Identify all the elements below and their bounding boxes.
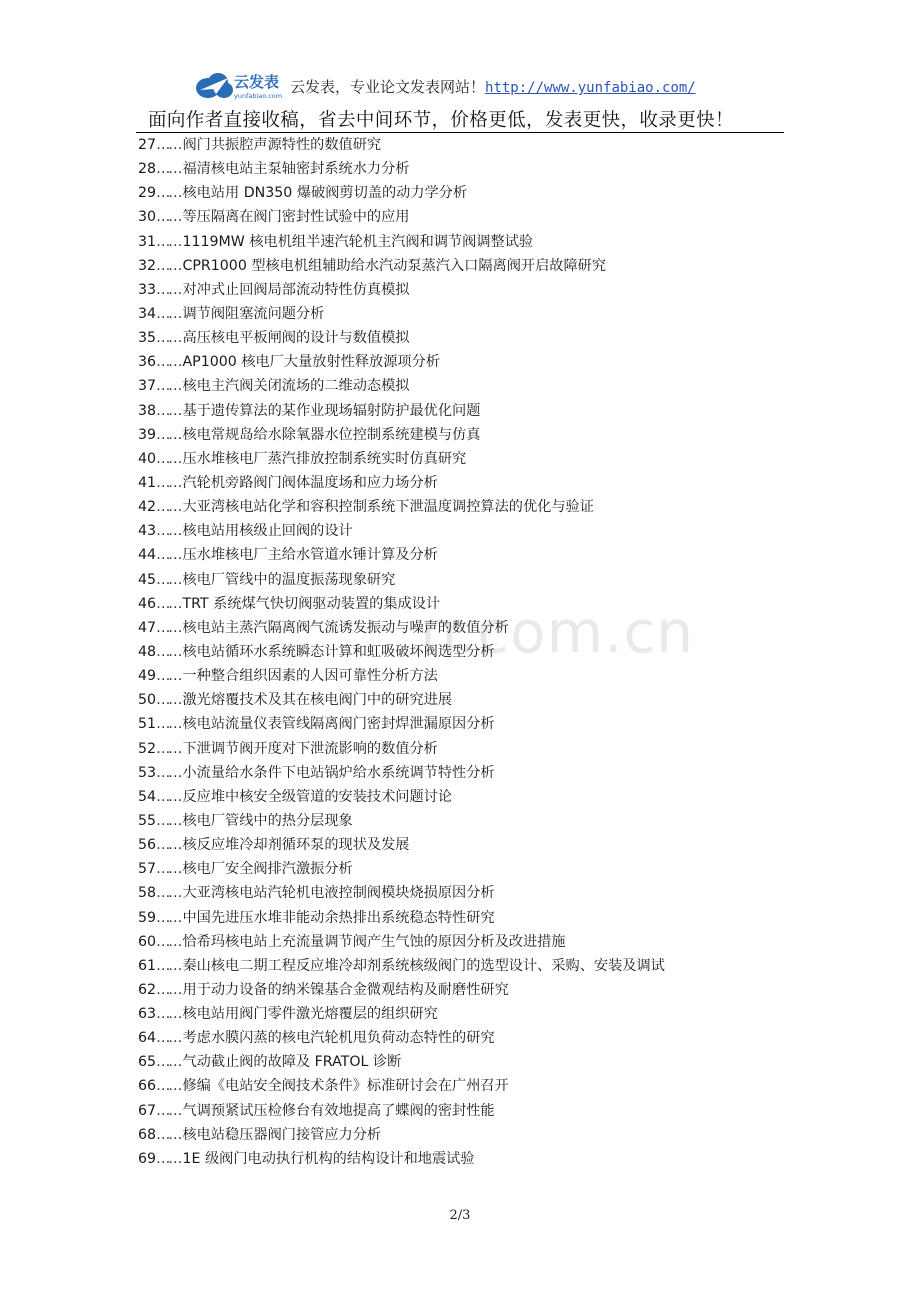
item-leader-dots: ……: [156, 257, 181, 274]
list-item: [138, 1147, 898, 1171]
item-number: 50: [138, 692, 157, 709]
item-title: 核电站用 DN350 爆破阀剪切盖的动力学分析: [182, 185, 468, 202]
item-leader-dots: ……: [156, 474, 181, 491]
list-item: [138, 205, 898, 229]
item-title: 核电站用核级止回阀的设计: [182, 523, 353, 540]
list-item: [138, 906, 898, 930]
item-number: 43: [138, 523, 157, 540]
item-leader-dots: ……: [156, 185, 181, 202]
item-leader-dots: ……: [156, 1030, 181, 1047]
item-title: 高压核电平板闸阀的设计与数值模拟: [182, 330, 410, 347]
item-leader-dots: ……: [156, 378, 181, 395]
item-number: 53: [138, 764, 157, 781]
item-number: 42: [138, 499, 157, 516]
item-number: 58: [138, 885, 157, 902]
list-item: [138, 785, 898, 809]
item-title: 调节阀阻塞流问题分析: [182, 305, 325, 322]
item-title: 秦山核电二期工程反应堆冷却剂系统核级阀门的选型设计、采购、安装及调试: [182, 957, 665, 974]
item-title: 核电厂管线中的温度振荡现象研究: [182, 571, 396, 588]
item-leader-dots: ……: [156, 1006, 181, 1023]
list-item: [138, 592, 898, 616]
item-number: 46: [138, 595, 157, 612]
list-item: [138, 326, 898, 350]
item-title: TRT 系统煤气快切阀驱动装置的集成设计: [182, 595, 441, 612]
item-leader-dots: ……: [156, 1078, 181, 1095]
item-title: CPR1000 型核电机组辅助给水汽动泵蒸汽入口隔离阀开启故障研究: [182, 257, 607, 274]
item-title: 用于动力设备的纳米镍基合金微观结构及耐磨性研究: [182, 981, 509, 998]
item-number: 63: [138, 1006, 157, 1023]
item-leader-dots: ……: [156, 668, 181, 685]
list-item: [138, 519, 898, 543]
item-number: 54: [138, 788, 157, 805]
item-leader-dots: ……: [156, 1054, 181, 1071]
item-number: 29: [138, 185, 157, 202]
list-item: [138, 350, 898, 374]
item-leader-dots: ……: [156, 330, 181, 347]
list-item: [138, 447, 898, 471]
item-title: AP1000 核电厂大量放射性释放源项分析: [182, 354, 440, 371]
item-title: 对冲式止回阀局部流动特性仿真模拟: [182, 281, 410, 298]
item-leader-dots: ……: [156, 305, 181, 322]
list-item: [138, 423, 898, 447]
item-number: 65: [138, 1054, 157, 1071]
list-item: [138, 1050, 898, 1074]
list-item: [138, 399, 898, 423]
item-title: 核电站循环水系统瞬态计算和虹吸破坏阀选型分析: [182, 643, 495, 660]
item-leader-dots: ……: [156, 402, 181, 419]
item-title: 一种整合组织因素的人因可靠性分析方法: [182, 668, 438, 685]
item-number: 47: [138, 619, 157, 636]
item-title: 中国先进压水堆非能动余热排出系统稳态特性研究: [182, 909, 495, 926]
item-title: 压水堆核电厂蒸汽排放控制系统实时仿真研究: [182, 450, 467, 467]
item-title: 核电常规岛给水除氧器水位控制系统建模与仿真: [182, 426, 481, 443]
item-number: 33: [138, 281, 157, 298]
item-number: 55: [138, 812, 157, 829]
list-item: [138, 978, 898, 1002]
item-leader-dots: ……: [156, 499, 181, 516]
item-leader-dots: ……: [156, 692, 181, 709]
item-number: 45: [138, 571, 157, 588]
article-title-list: [138, 133, 898, 1171]
item-title: 福清核电站主泵轴密封系统水力分析: [182, 161, 410, 178]
item-leader-dots: ……: [156, 595, 181, 612]
item-title: 小流量给水条件下电站锅炉给水系统调节特性分析: [182, 764, 495, 781]
item-number: 39: [138, 426, 157, 443]
item-title: 核电站稳压器阀门接管应力分析: [182, 1126, 382, 1143]
site-description: 云发表，专业论文发表网站！: [290, 78, 486, 96]
item-title: 基于遗传算法的某作业现场辐射防护最优化问题: [182, 402, 481, 419]
logo-text: 云发表: [234, 73, 280, 91]
item-title: 激光熔覆技术及其在核电阀门中的研究进展: [182, 692, 453, 709]
item-title: 核电站主蒸汽隔离阀气流诱发振动与噪声的数值分析: [182, 619, 509, 636]
cloud-logo-icon: [194, 68, 290, 102]
item-leader-dots: ……: [156, 861, 181, 878]
list-item: [138, 930, 898, 954]
item-leader-dots: ……: [156, 354, 181, 371]
item-leader-dots: ……: [156, 740, 181, 757]
list-item: [138, 278, 898, 302]
item-title: 下泄调节阀开度对下泄流影响的数值分析: [182, 740, 438, 757]
item-number: 61: [138, 957, 157, 974]
site-logo[interactable]: [194, 68, 290, 102]
item-title: 气调预紧试压检修台有效地提高了蝶阀的密封性能: [182, 1102, 495, 1119]
item-number: 69: [138, 1150, 157, 1167]
list-item: [138, 1123, 898, 1147]
item-title: 考虑水膜闪蒸的核电汽轮机甩负荷动态特性的研究: [182, 1030, 495, 1047]
list-item: [138, 230, 898, 254]
list-item: [138, 568, 898, 592]
item-number: 52: [138, 740, 157, 757]
list-item: [138, 1026, 898, 1050]
list-item: [138, 737, 898, 761]
item-leader-dots: ……: [156, 1150, 181, 1167]
list-item: [138, 954, 898, 978]
list-item: [138, 471, 898, 495]
item-number: 48: [138, 643, 157, 660]
item-leader-dots: ……: [156, 788, 181, 805]
item-leader-dots: ……: [156, 547, 181, 564]
item-number: 40: [138, 450, 157, 467]
item-number: 68: [138, 1126, 157, 1143]
item-title: 核电厂管线中的热分层现象: [182, 812, 353, 829]
list-item: [138, 857, 898, 881]
item-title: 修编《电站安全阀技术条件》标准研讨会在广州召开: [182, 1078, 509, 1095]
item-number: 51: [138, 716, 157, 733]
list-item: [138, 616, 898, 640]
item-leader-dots: ……: [156, 933, 181, 950]
item-title: 1E 级阀门电动执行机构的结构设计和地震试验: [182, 1150, 475, 1167]
list-item: [138, 809, 898, 833]
slogan: 面向作者直接收稿，省去中间环节，价格更低，发表更快，收录更快！: [148, 110, 734, 131]
item-number: 34: [138, 305, 157, 322]
item-number: 67: [138, 1102, 157, 1119]
item-number: 37: [138, 378, 157, 395]
site-description-line: [290, 76, 696, 97]
list-item: [138, 157, 898, 181]
item-title: 1119MW 核电机组半速汽轮机主汽阀和调节阀调整试验: [182, 233, 534, 250]
item-number: 41: [138, 474, 157, 491]
item-leader-dots: ……: [156, 909, 181, 926]
item-number: 59: [138, 909, 157, 926]
item-leader-dots: ……: [156, 619, 181, 636]
item-number: 49: [138, 668, 157, 685]
list-item: [138, 761, 898, 785]
item-number: 60: [138, 933, 157, 950]
list-item: [138, 833, 898, 857]
item-title: 大亚湾核电站化学和容积控制系统下泄温度调控算法的优化与验证: [182, 499, 594, 516]
list-item: [138, 640, 898, 664]
item-title: 汽轮机旁路阀门阀体温度场和应力场分析: [182, 474, 438, 491]
item-leader-dots: ……: [156, 281, 181, 298]
item-number: 66: [138, 1078, 157, 1095]
item-leader-dots: ……: [156, 209, 181, 226]
item-leader-dots: ……: [156, 837, 181, 854]
item-number: 62: [138, 981, 157, 998]
item-number: 44: [138, 547, 157, 564]
item-leader-dots: ……: [156, 571, 181, 588]
item-title: 等压隔离在阀门密封性试验中的应用: [182, 209, 410, 226]
item-number: 30: [138, 209, 157, 226]
item-leader-dots: ……: [156, 885, 181, 902]
item-leader-dots: ……: [156, 957, 181, 974]
item-leader-dots: ……: [156, 812, 181, 829]
logo-subtext: yunfabiao.com: [234, 92, 283, 100]
item-leader-dots: ……: [156, 643, 181, 660]
item-title: 阀门共振腔声源特性的数值研究: [182, 137, 382, 153]
item-number: 31: [138, 233, 157, 250]
item-number: 35: [138, 330, 157, 347]
item-title: 压水堆核电厂主给水管道水锤计算及分析: [182, 547, 438, 564]
item-title: 核电站用阀门零件激光熔覆层的组织研究: [182, 1006, 438, 1023]
item-number: 57: [138, 861, 157, 878]
list-item: [138, 881, 898, 905]
site-url-link[interactable]: http://www.yunfabiao.com/: [485, 80, 696, 96]
page-number: 2/3: [449, 1208, 471, 1223]
list-item: [138, 133, 898, 157]
item-title: 恰希玛核电站上充流量调节阀产生气蚀的原因分析及改进措施: [182, 933, 566, 950]
item-number: 56: [138, 837, 157, 854]
watermark-text: n.com.cn: [420, 598, 695, 666]
item-leader-dots: ……: [156, 981, 181, 998]
list-item: [138, 1099, 898, 1123]
list-item: [138, 712, 898, 736]
item-leader-dots: ……: [156, 137, 181, 153]
item-title: 大亚湾核电站汽轮机电液控制阀模块烧损原因分析: [182, 885, 495, 902]
item-leader-dots: ……: [156, 523, 181, 540]
item-number: 36: [138, 354, 157, 371]
list-item: [138, 302, 898, 326]
list-item: [138, 1002, 898, 1026]
item-number: 64: [138, 1030, 157, 1047]
item-number: 28: [138, 161, 157, 178]
item-leader-dots: ……: [156, 1102, 181, 1119]
item-title: 气动截止阀的故障及 FRATOL 诊断: [182, 1054, 402, 1071]
item-title: 核电主汽阀关闭流场的二维动态模拟: [182, 378, 410, 395]
item-leader-dots: ……: [156, 1126, 181, 1143]
item-leader-dots: ……: [156, 716, 181, 733]
list-item: [138, 495, 898, 519]
item-title: 核电厂安全阀排汽激振分析: [182, 861, 353, 878]
list-item: [138, 688, 898, 712]
item-leader-dots: ……: [156, 161, 181, 178]
item-leader-dots: ……: [156, 233, 181, 250]
list-item: [138, 254, 898, 278]
list-item: [138, 181, 898, 205]
item-leader-dots: ……: [156, 426, 181, 443]
item-title: 核电站流量仪表管线隔离阀门密封焊泄漏原因分析: [182, 716, 495, 733]
item-leader-dots: ……: [156, 764, 181, 781]
page-header: [0, 0, 920, 140]
item-leader-dots: ……: [156, 450, 181, 467]
list-item: [138, 664, 898, 688]
item-number: 32: [138, 257, 157, 274]
list-item: [138, 1074, 898, 1098]
item-number: 27: [138, 137, 157, 153]
list-item: [138, 374, 898, 398]
list-item: [138, 543, 898, 567]
item-title: 反应堆中核安全级管道的安装技术问题讨论: [182, 788, 453, 805]
item-number: 38: [138, 402, 157, 419]
item-title: 核反应堆冷却剂循环泵的现状及发展: [182, 837, 410, 854]
